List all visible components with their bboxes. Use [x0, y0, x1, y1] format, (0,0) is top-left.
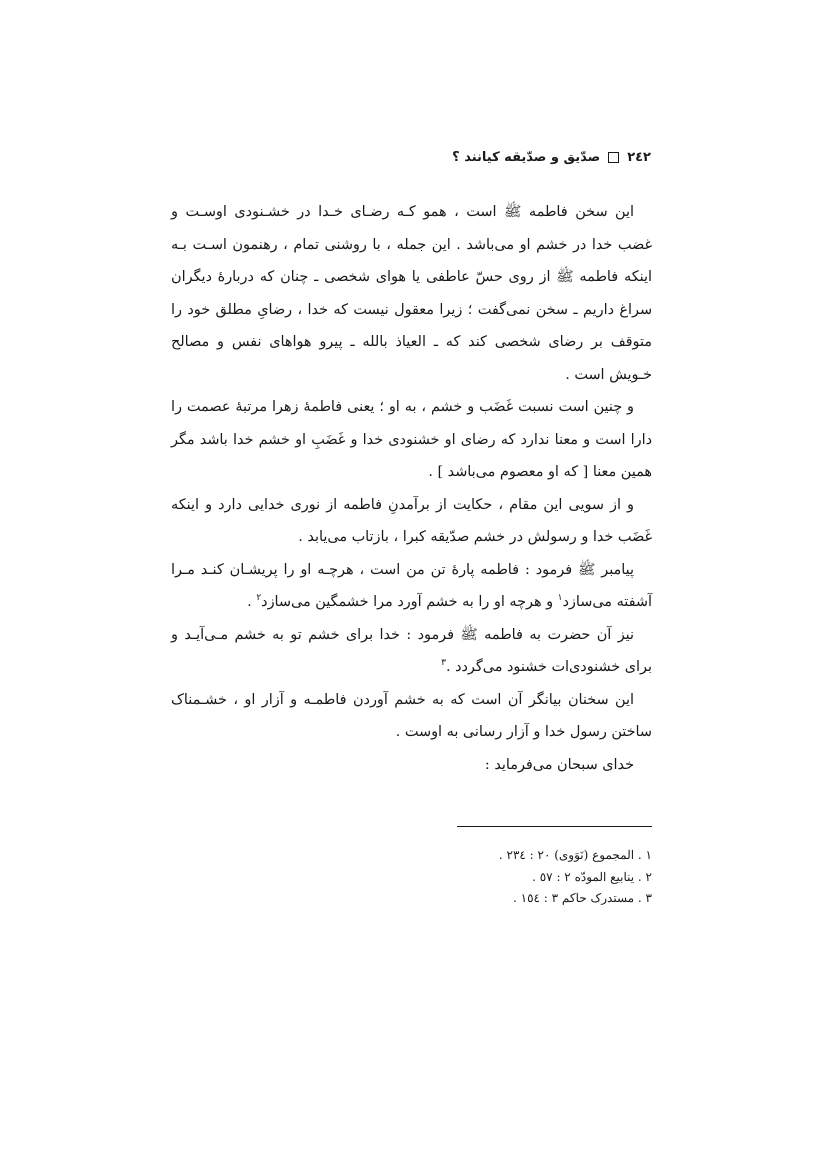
footnote-ref-2[interactable]: ٢ — [256, 593, 262, 604]
footnote-ref-3[interactable]: ٣ — [441, 658, 446, 669]
paragraph-4-part-3: . — [247, 594, 257, 610]
footnotes — [352, 845, 652, 910]
footnote-1: ١ . المجموع (نَوَوی) ٢٠ : ٢٣٤ . — [498, 848, 652, 862]
paragraph-4-part-1: پیامبر ﷺ فرمود : فاطمه پارهٔ تن من است ، هرچـه او را پریشـان کنـد مـرا آشفته می‌سازد — [171, 561, 652, 610]
footnote-3: ٣ . مستدرک حاکم ٣ : ١٥٤ . — [513, 891, 652, 905]
square-ornament-icon — [608, 152, 619, 163]
footnote-2: ٢ . ینابیع المودّه ٢ : ٥٧ . — [532, 869, 652, 884]
paragraph-5-text: نیز آن حضرت به فاطمه ﷺ فرمود : خدا برای خشم تو به خشم مـی‌آیـد و برای خشنودی‌ات خشنود می‌گردد . — [171, 626, 652, 675]
paragraph-2: و چنین است نسبت غَضَب و خشم ، به او ؛ یعنی فاطمهٔ زهرا مرتبهٔ عصمت را دارا است و معنا ندارد که رضای او خشنودی خدا و غَضَبِ او خشم خدا باشد مگر همین معنا [ که او معصوم می‌باشد ] . — [171, 399, 652, 480]
page-number: ٢٤٢ — [627, 150, 651, 165]
paragraph-4 — [171, 554, 652, 619]
footnote-ref-1[interactable]: ١ — [557, 593, 563, 604]
paragraph-5 — [171, 619, 652, 684]
running-header — [452, 150, 651, 165]
main-text — [171, 196, 652, 781]
paragraph-3: و از سویی این مقام ، حکایت از برآمدنِ فاطمه از نوری خدایی دارد و اینکه غَضَب خدا و رسولش در خشم صدّیقه کبرا ، بازتاب می‌یابد . — [171, 496, 652, 545]
paragraph-1: این سخن فاطمه ﷺ است ، همو کـه رضـای خـدا در خشـنودی اوسـت و غضب خدا در خشم او می‌باشد . این جمله ، با روشنی تمام ، رهنمون اسـت بـه اینکه فاطمه ﷺ از روی حسّ عاطفی یا هوای شخصی ـ چنان که دربارهٔ دیگران سراغ داریم ـ سخن نمی‌گفت ؛ زیرا معقول نیست که خدا ، رضایِ مطلق خود را متوقف بر رضای شخصی کند که ـ العیاذ بالله ـ پیرو هواهای نفس و مصالح خـویش است . — [171, 204, 652, 383]
chapter-title: صدّیق و صدّیقه کیانند ؟ — [452, 150, 601, 165]
paragraph-6: این سخنان بیانگر آن است که به خشم آوردن فاطمـه و آزار او ، خشـمناک ساختن رسول خدا و آزار رسانی به اوست . — [171, 691, 652, 740]
paragraph-4-part-2: و هرچه او را به خشم آورد مرا خشمگین می‌سازد — [261, 594, 558, 610]
footnote-divider — [457, 826, 652, 827]
paragraph-7: خدای سبحان می‌فرماید : — [484, 756, 634, 773]
